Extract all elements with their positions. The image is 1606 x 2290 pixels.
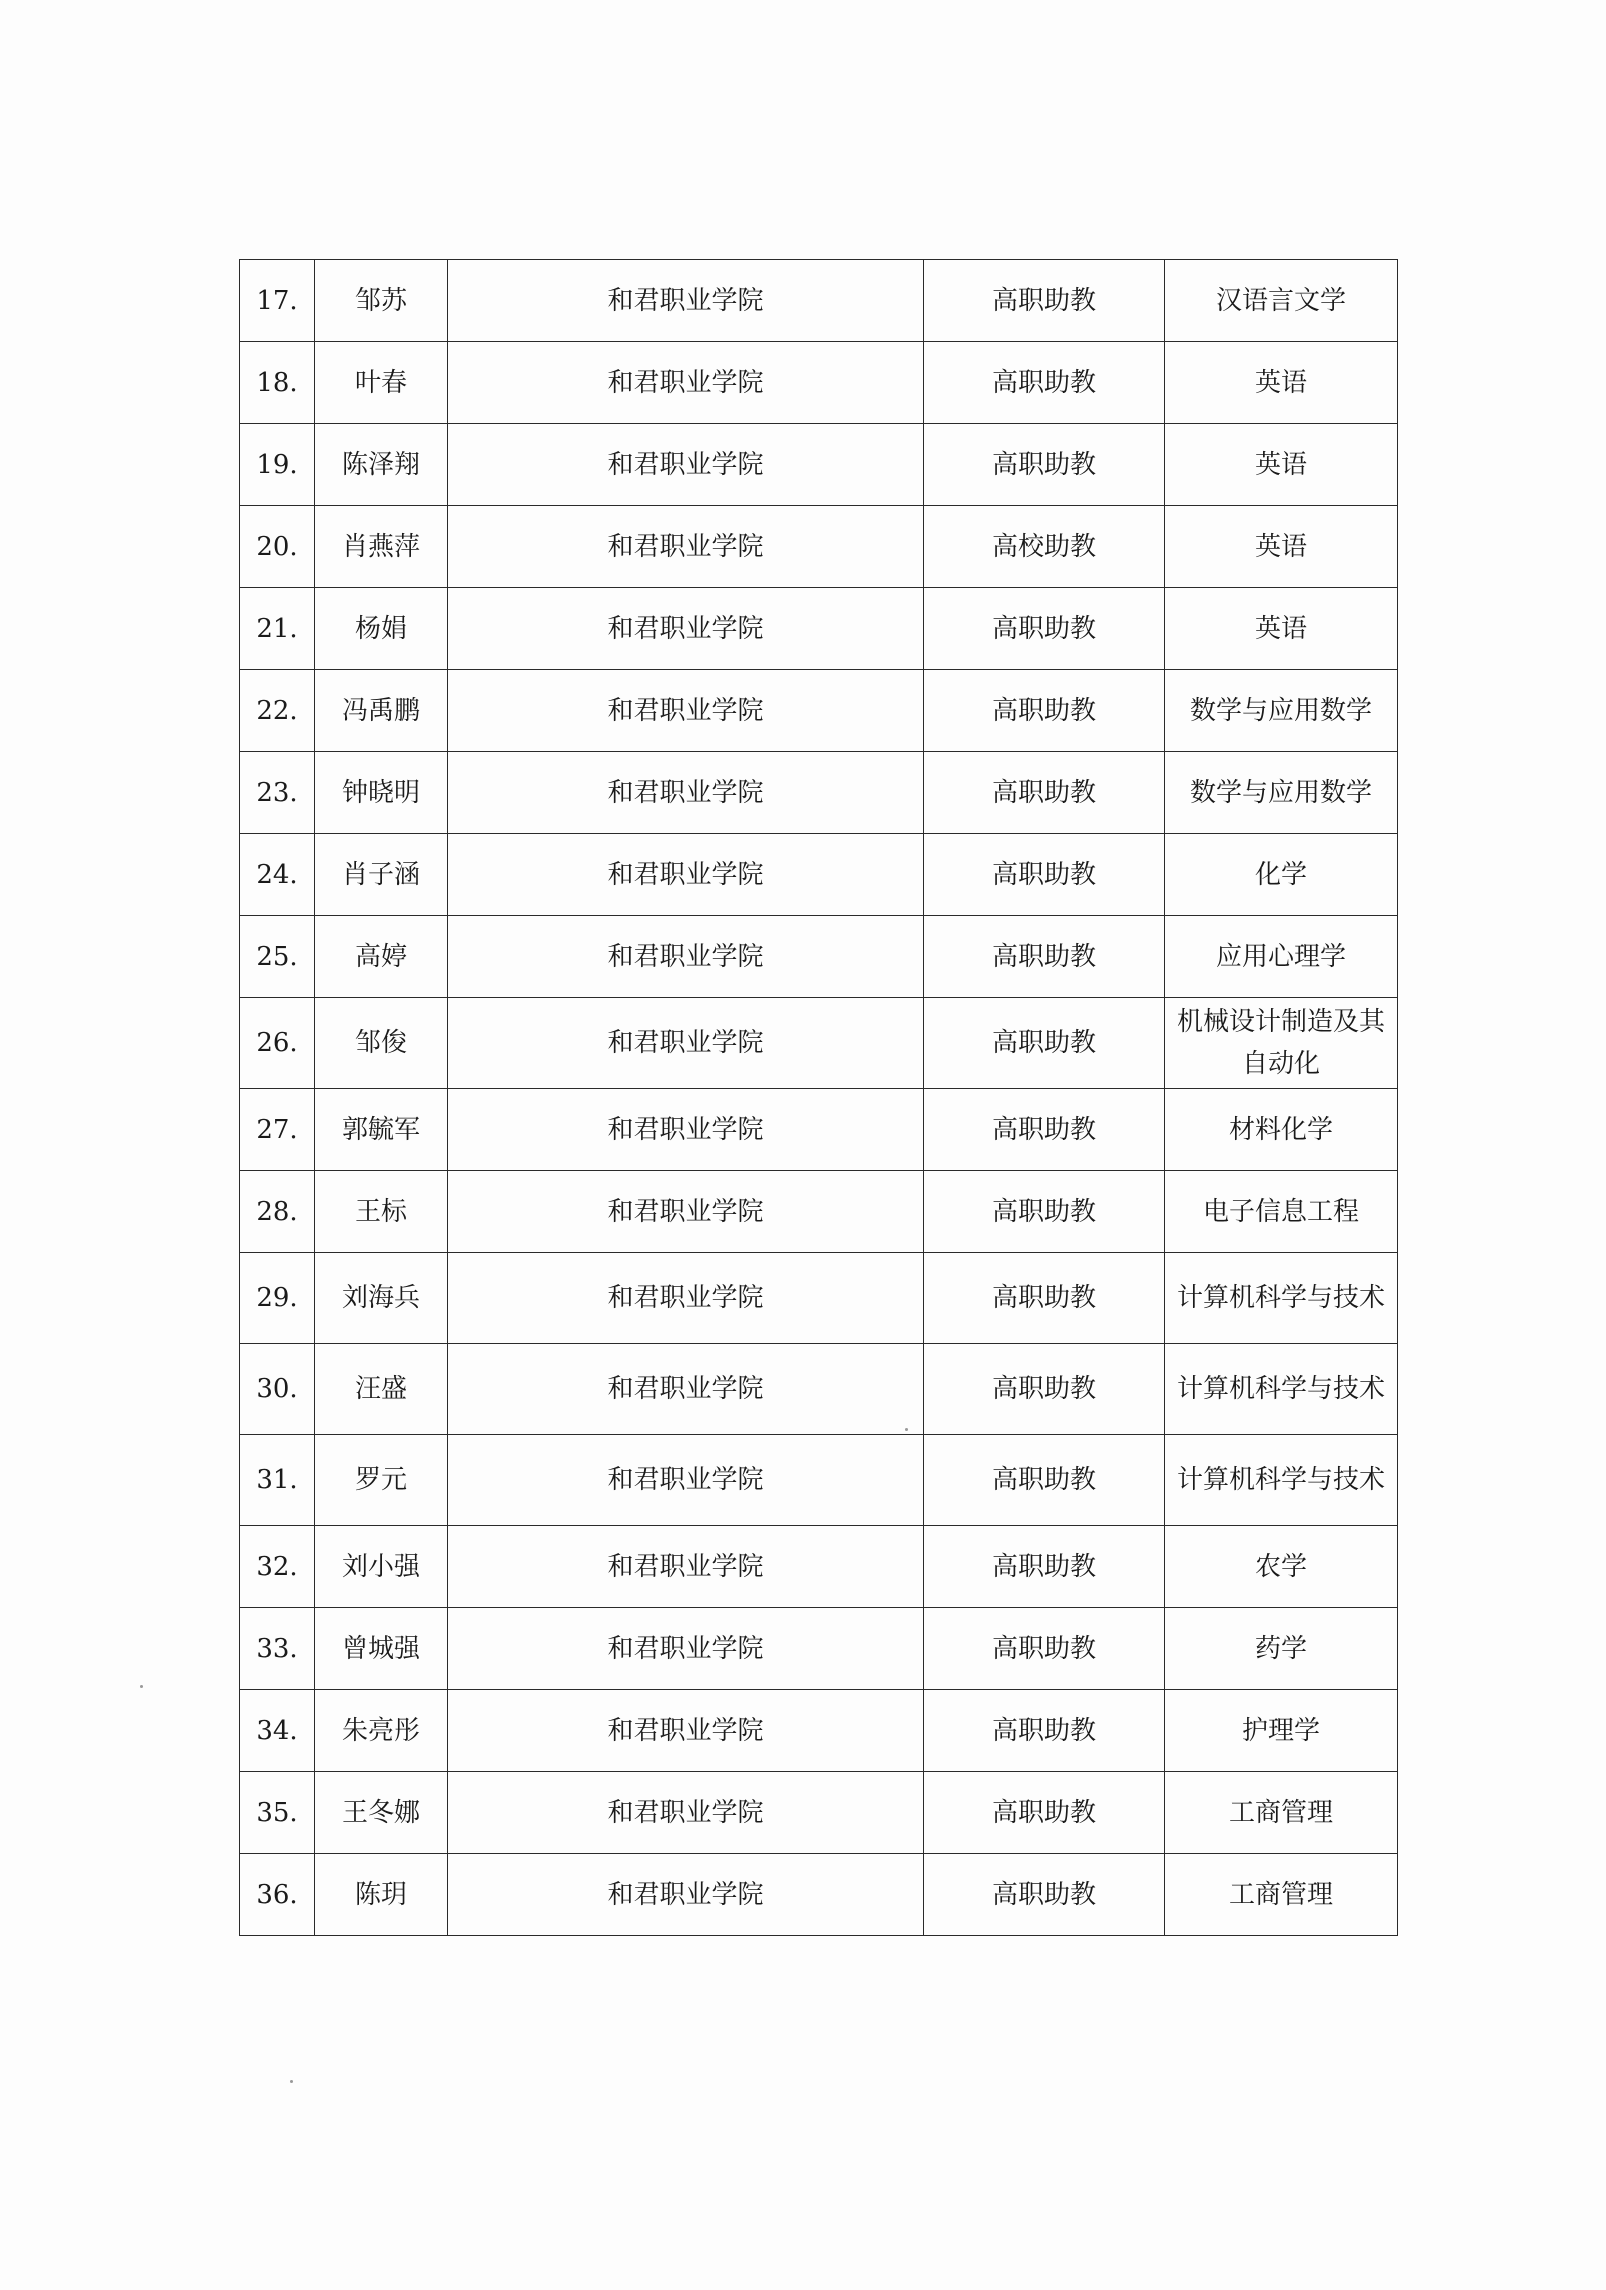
- job-title: 高职助教: [924, 998, 1165, 1089]
- row-number: 28.: [240, 1171, 315, 1253]
- job-title: 高职助教: [924, 342, 1165, 424]
- person-name: 刘海兵: [315, 1253, 448, 1344]
- school-name: 和君职业学院: [448, 260, 924, 342]
- table-row: [240, 260, 1398, 342]
- school-name: 和君职业学院: [448, 1608, 924, 1690]
- school-name: 和君职业学院: [448, 342, 924, 424]
- school-name: 和君职业学院: [448, 1690, 924, 1772]
- table-row: [240, 588, 1398, 670]
- row-number: 33.: [240, 1608, 315, 1690]
- major: 英语: [1165, 506, 1398, 588]
- school-name: 和君职业学院: [448, 670, 924, 752]
- table-row: [240, 1171, 1398, 1253]
- scan-speck: [290, 2080, 293, 2083]
- school-name: 和君职业学院: [448, 834, 924, 916]
- scan-speck: [140, 1685, 143, 1688]
- person-name: 王标: [315, 1171, 448, 1253]
- table-row: [240, 1089, 1398, 1171]
- job-title: 高职助教: [924, 1690, 1165, 1772]
- major: 工商管理: [1165, 1772, 1398, 1854]
- person-name: 邹俊: [315, 998, 448, 1089]
- person-name: 郭毓军: [315, 1089, 448, 1171]
- job-title: 高职助教: [924, 260, 1165, 342]
- table-row: [240, 342, 1398, 424]
- major: 工商管理: [1165, 1854, 1398, 1936]
- major: 材料化学: [1165, 1089, 1398, 1171]
- job-title: 高职助教: [924, 1608, 1165, 1690]
- person-name: 王冬娜: [315, 1772, 448, 1854]
- row-number: 31.: [240, 1435, 315, 1526]
- person-name: 汪盛: [315, 1344, 448, 1435]
- person-name: 朱亮彤: [315, 1690, 448, 1772]
- table-row: [240, 1253, 1398, 1344]
- school-name: 和君职业学院: [448, 1854, 924, 1936]
- person-name: 罗元: [315, 1435, 448, 1526]
- row-number: 18.: [240, 342, 315, 424]
- school-name: 和君职业学院: [448, 998, 924, 1089]
- major: 汉语言文学: [1165, 260, 1398, 342]
- table-row: [240, 916, 1398, 998]
- major: 化学: [1165, 834, 1398, 916]
- person-name: 叶春: [315, 342, 448, 424]
- table-row: [240, 1772, 1398, 1854]
- school-name: 和君职业学院: [448, 1344, 924, 1435]
- job-title: 高校助教: [924, 506, 1165, 588]
- school-name: 和君职业学院: [448, 1089, 924, 1171]
- table-row: [240, 424, 1398, 506]
- table-row: [240, 670, 1398, 752]
- major: 英语: [1165, 342, 1398, 424]
- job-title: 高职助教: [924, 1854, 1165, 1936]
- table-row: [240, 506, 1398, 588]
- job-title: 高职助教: [924, 1171, 1165, 1253]
- person-name: 刘小强: [315, 1526, 448, 1608]
- major: 数学与应用数学: [1165, 752, 1398, 834]
- school-name: 和君职业学院: [448, 1435, 924, 1526]
- job-title: 高职助教: [924, 1435, 1165, 1526]
- job-title: 高职助教: [924, 752, 1165, 834]
- row-number: 32.: [240, 1526, 315, 1608]
- table-row: [240, 1435, 1398, 1526]
- row-number: 25.: [240, 916, 315, 998]
- table-row: [240, 1608, 1398, 1690]
- row-number: 29.: [240, 1253, 315, 1344]
- person-name: 冯禹鹏: [315, 670, 448, 752]
- row-number: 24.: [240, 834, 315, 916]
- table-row: [240, 1344, 1398, 1435]
- job-title: 高职助教: [924, 1089, 1165, 1171]
- person-name: 钟晓明: [315, 752, 448, 834]
- table-row: [240, 1854, 1398, 1936]
- major: 护理学: [1165, 1690, 1398, 1772]
- table-row: [240, 834, 1398, 916]
- job-title: 高职助教: [924, 1772, 1165, 1854]
- row-number: 19.: [240, 424, 315, 506]
- major: 电子信息工程: [1165, 1171, 1398, 1253]
- row-number: 23.: [240, 752, 315, 834]
- job-title: 高职助教: [924, 588, 1165, 670]
- job-title: 高职助教: [924, 424, 1165, 506]
- school-name: 和君职业学院: [448, 1772, 924, 1854]
- major: 机械设计制造及其自动化: [1165, 998, 1398, 1089]
- table-row: [240, 1526, 1398, 1608]
- roster-table: [239, 259, 1398, 1936]
- school-name: 和君职业学院: [448, 588, 924, 670]
- row-number: 26.: [240, 998, 315, 1089]
- row-number: 22.: [240, 670, 315, 752]
- table-row: [240, 752, 1398, 834]
- row-number: 36.: [240, 1854, 315, 1936]
- school-name: 和君职业学院: [448, 506, 924, 588]
- school-name: 和君职业学院: [448, 1171, 924, 1253]
- row-number: 21.: [240, 588, 315, 670]
- job-title: 高职助教: [924, 1526, 1165, 1608]
- person-name: 陈玥: [315, 1854, 448, 1936]
- row-number: 20.: [240, 506, 315, 588]
- row-number: 27.: [240, 1089, 315, 1171]
- job-title: 高职助教: [924, 1344, 1165, 1435]
- row-number: 34.: [240, 1690, 315, 1772]
- school-name: 和君职业学院: [448, 752, 924, 834]
- table-row: [240, 1690, 1398, 1772]
- school-name: 和君职业学院: [448, 916, 924, 998]
- job-title: 高职助教: [924, 834, 1165, 916]
- major: 应用心理学: [1165, 916, 1398, 998]
- row-number: 17.: [240, 260, 315, 342]
- scan-speck: [905, 1428, 908, 1431]
- major: 英语: [1165, 424, 1398, 506]
- major: 农学: [1165, 1526, 1398, 1608]
- person-name: 肖子涵: [315, 834, 448, 916]
- major: 英语: [1165, 588, 1398, 670]
- major: 药学: [1165, 1608, 1398, 1690]
- person-name: 邹苏: [315, 260, 448, 342]
- school-name: 和君职业学院: [448, 1253, 924, 1344]
- school-name: 和君职业学院: [448, 424, 924, 506]
- person-name: 陈泽翔: [315, 424, 448, 506]
- job-title: 高职助教: [924, 670, 1165, 752]
- person-name: 曾城强: [315, 1608, 448, 1690]
- row-number: 35.: [240, 1772, 315, 1854]
- table-row: [240, 998, 1398, 1089]
- row-number: 30.: [240, 1344, 315, 1435]
- school-name: 和君职业学院: [448, 1526, 924, 1608]
- major: 数学与应用数学: [1165, 670, 1398, 752]
- major: 计算机科学与技术: [1165, 1253, 1398, 1344]
- person-name: 杨娟: [315, 588, 448, 670]
- person-name: 肖燕萍: [315, 506, 448, 588]
- job-title: 高职助教: [924, 1253, 1165, 1344]
- job-title: 高职助教: [924, 916, 1165, 998]
- major: 计算机科学与技术: [1165, 1344, 1398, 1435]
- person-name: 高婷: [315, 916, 448, 998]
- major: 计算机科学与技术: [1165, 1435, 1398, 1526]
